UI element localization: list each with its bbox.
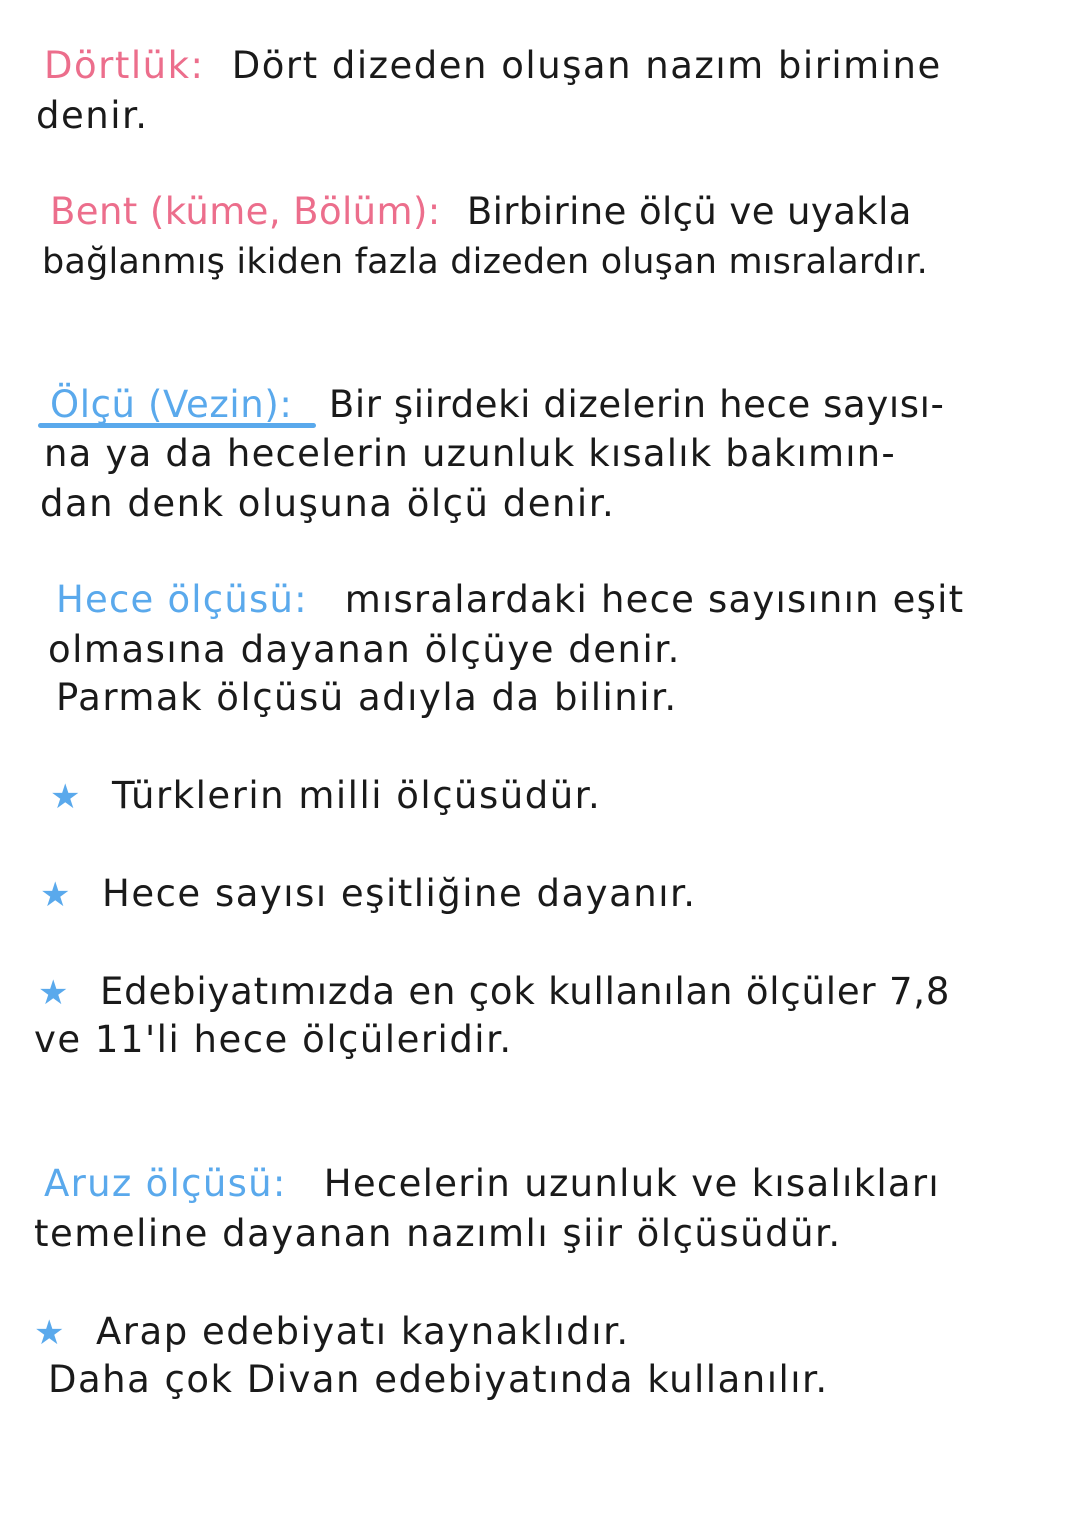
hece-star-text-3b: ve 11'li hece ölçüleridir.: [34, 1018, 513, 1061]
hece-star-text-1: Türklerin milli ölçüsüdür.: [112, 774, 602, 817]
dortluk-definition-1: Dört dizeden oluşan nazım birimine: [231, 44, 942, 87]
olcu-definition-1: Bir şiirdeki dizelerin hece sayısı-: [328, 383, 945, 426]
aruz-colon: :: [272, 1162, 287, 1205]
hece-line-2: [48, 628, 681, 672]
aruz-star-item-1: [34, 1310, 630, 1355]
hece-star-item-1: [50, 774, 601, 819]
hece-star-item-3-cont: [34, 1018, 513, 1062]
hece-definition-2: olmasına dayanan ölçüye denir.: [48, 628, 681, 671]
olcu-definition-3: dan denk oluşuna ölçü denir.: [40, 482, 616, 525]
hece-star-item-3: [38, 970, 950, 1015]
hece-star-text-3a: Edebiyatımızda en çok kullanılan ölçüler 7,8: [100, 970, 951, 1013]
aruz-term: Aruz ölçüsü: [44, 1162, 273, 1205]
hece-star-text-2: Hece sayısı eşitliğine dayanır.: [102, 872, 697, 915]
aruz-definition-2: temeline dayanan nazımlı şiir ölçüsüdür.: [34, 1212, 842, 1255]
aruz-line-2: [34, 1212, 842, 1256]
aruz-star-text-1b: Daha çok Divan edebiyatında kullanılır.: [48, 1358, 829, 1401]
bent-line-1: [50, 190, 912, 234]
aruz-star-item-1-cont: [48, 1358, 829, 1402]
star-icon: ★: [34, 1313, 66, 1353]
aruz-star-text-1a: Arap edebiyatı kaynaklıdır.: [96, 1310, 630, 1353]
dortluk-definition-2: denir.: [36, 94, 149, 137]
dortluk-colon: :: [190, 44, 205, 87]
bent-definition-2: bağlanmış ikiden fazla dizeden oluşan mısralardır.: [42, 242, 928, 282]
star-icon: ★: [38, 973, 70, 1013]
bent-definition-1: Birbirine ölçü ve uyakla: [466, 190, 912, 233]
olcu-line-3: [40, 482, 615, 526]
hece-line-1: [56, 578, 964, 622]
olcu-line-1: [50, 383, 944, 427]
hece-line-3: [56, 676, 678, 720]
dortluk-term: Dörtlük: [44, 44, 191, 87]
dortluk-line-2: [36, 94, 149, 138]
hece-definition-1: mısralardaki hece sayısının eşit: [344, 578, 965, 621]
bent-line-2: [42, 240, 928, 284]
olcu-term: Ölçü (Vezin): [50, 383, 280, 426]
aruz-line-1: [44, 1162, 940, 1206]
star-icon: ★: [50, 777, 82, 817]
aruz-definition-1: Hecelerin uzunluk ve kısalıkları: [323, 1162, 940, 1205]
hece-star-item-2: [40, 872, 697, 917]
hece-definition-3: Parmak ölçüsü adıyla da bilinir.: [56, 676, 678, 719]
hece-colon: :: [294, 578, 308, 621]
olcu-colon: :: [279, 383, 293, 426]
bent-colon: :: [427, 190, 441, 233]
bent-term: Bent (küme, Bölüm): [50, 190, 428, 233]
olcu-definition-2: na ya da hecelerin uzunluk kısalık bakımın-: [44, 432, 896, 475]
star-icon: ★: [40, 875, 72, 915]
hece-term: Hece ölçüsü: [56, 578, 295, 621]
dortluk-line-1: [44, 44, 942, 88]
olcu-line-2: [44, 432, 896, 476]
